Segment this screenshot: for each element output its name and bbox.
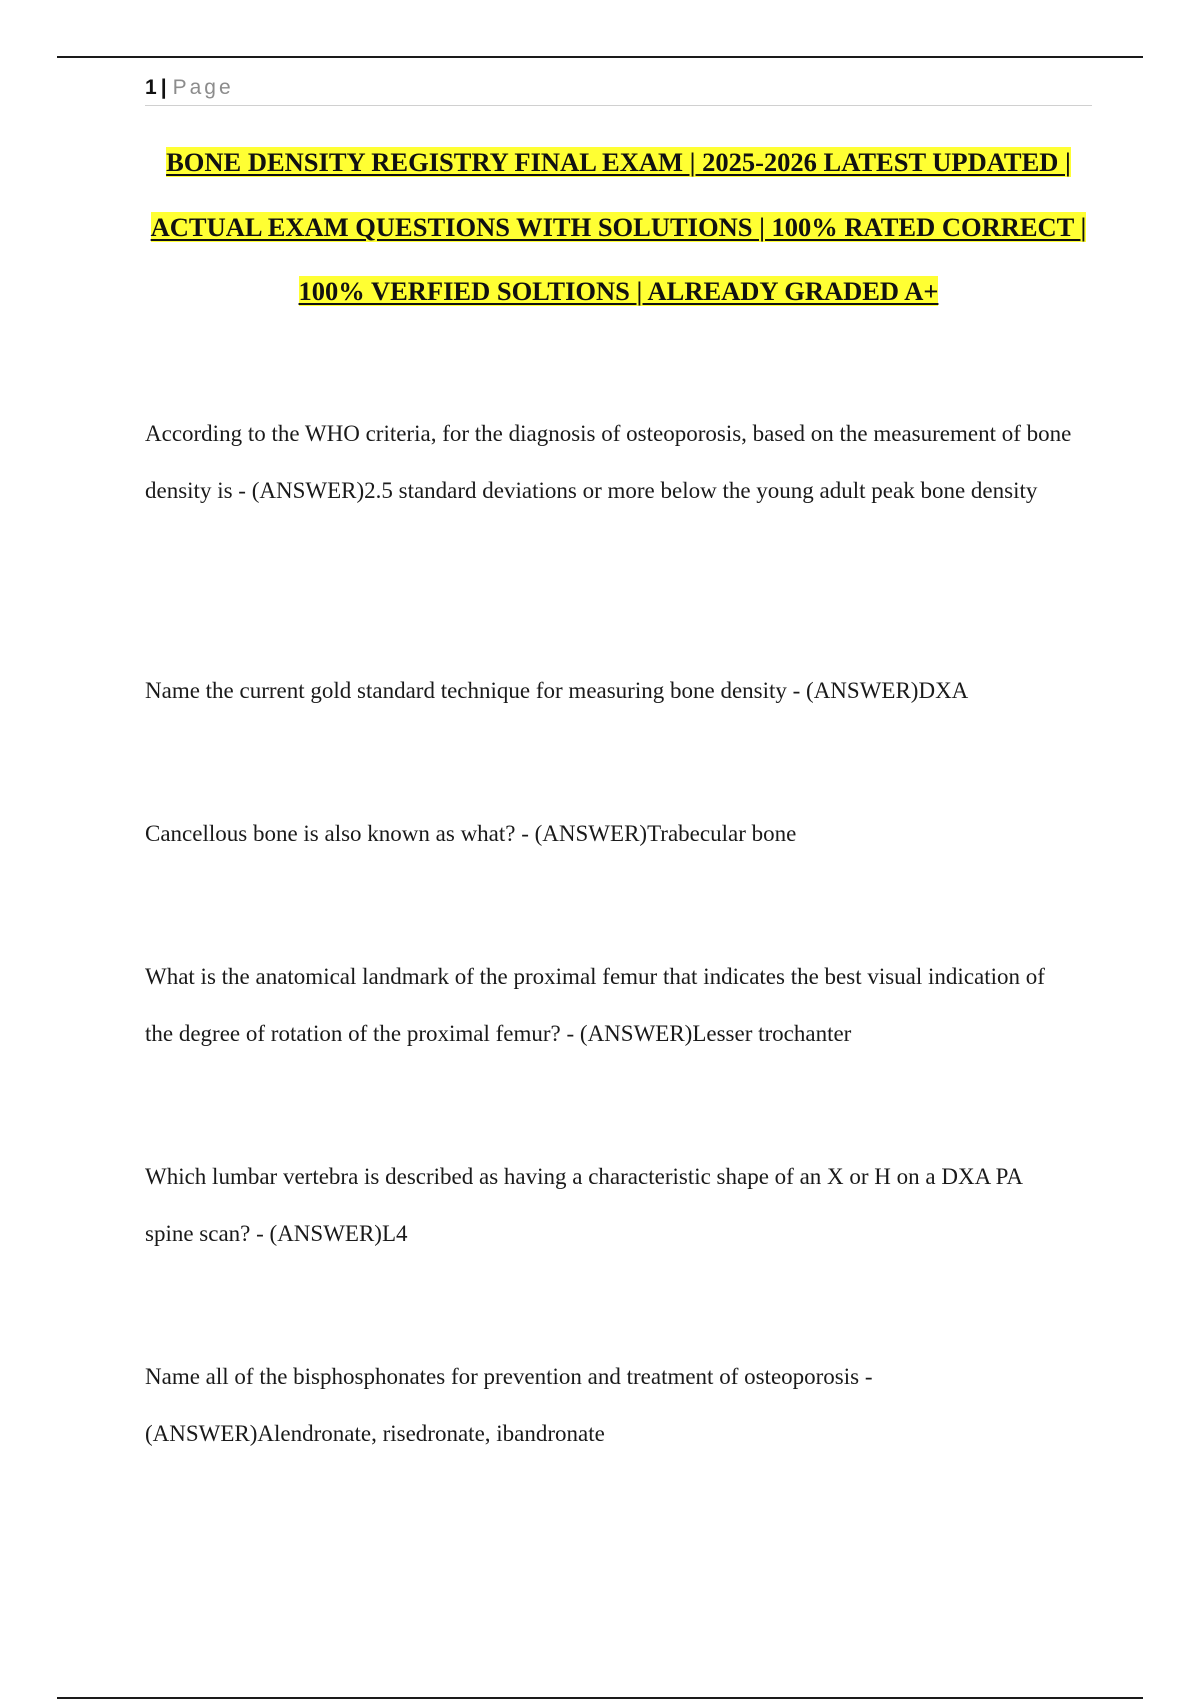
question-item-2: Name the current gold standard technique for measuring bone density - (ANSWER)DXA — [145, 678, 969, 703]
bottom-border-line — [57, 1697, 1143, 1699]
page-label: Page — [172, 76, 234, 99]
page-number: 1 — [145, 76, 157, 99]
document-title — [145, 130, 1092, 324]
question-item-4: What is the anatomical landmark of the proximal femur that indicates the best visual indication of the degree of rotation of the proximal femur? - (ANSWER)Lesser trochanter — [145, 964, 1045, 1046]
question-item-3: Cancellous bone is also known as what? - (ANSWER)Trabecular bone — [145, 821, 797, 846]
question-item-1: According to the WHO criteria, for the diagnosis of osteoporosis, based on the measurement of bone density is - (ANSWER)2.5 standard deviations or more below the young adult peak bone density — [145, 421, 1072, 503]
page-header — [145, 74, 1092, 106]
question-item-5: Which lumbar vertebra is described as having a characteristic shape of an X or H on a DXA PA spine scan? - (ANSWER)L4 — [145, 1164, 1022, 1246]
page-separator: | — [160, 76, 167, 99]
question-item-6: Name all of the bisphosphonates for prevention and treatment of osteoporosis - (ANSWER)Alendronate, risedronate, ibandronate — [145, 1364, 873, 1446]
top-border-line — [57, 56, 1143, 58]
highlighted-title-text: BONE DENSITY REGISTRY FINAL EXAM | 2025-2026 LATEST UPDATED | ACTUAL EXAM QUESTIONS WITH SOLUTIONS | 100% RATED CORRECT | 100% VERFIED SOLTIONS | ALREADY GRADED A+ — [150, 147, 1087, 306]
